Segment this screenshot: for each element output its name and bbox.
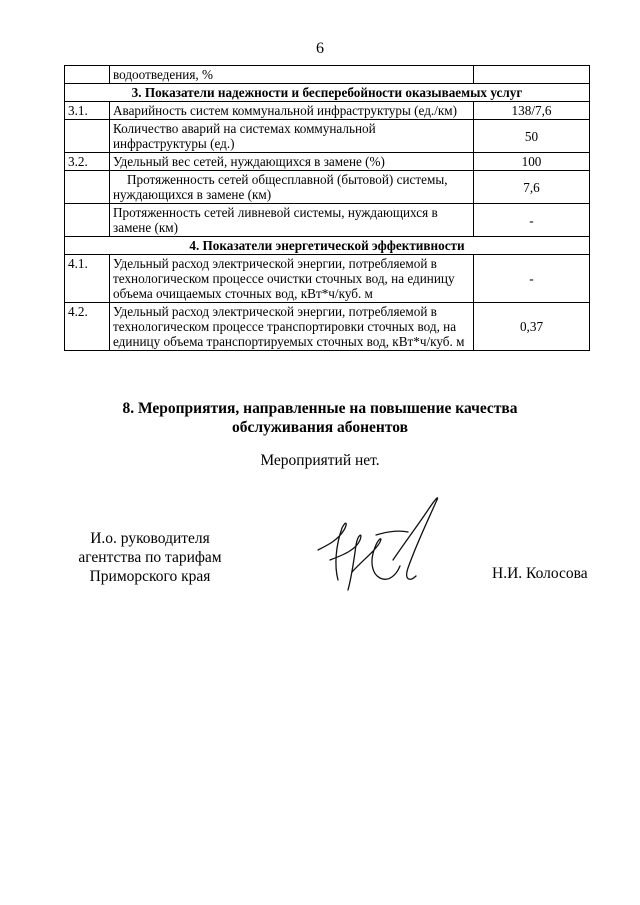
row-description: Количество аварий на системах коммунальной инфраструктуры (ед.) [110, 120, 474, 153]
table-row [65, 204, 590, 237]
row-description-text: Протяженность сетей общесплавной (бытовой) системы, нуждающихся в замене (км) [113, 172, 448, 202]
row-description: Удельный расход электрической энергии, потребляемой в технологическом процессе транспортировки сточных вод, на единицу объема транспортируемых сточных вод, кВт*ч/куб. м [110, 303, 474, 351]
table-row [65, 153, 590, 171]
row-number [65, 66, 110, 84]
row-value: 100 [474, 153, 590, 171]
row-description: Протяженность сетей ливневой системы, нуждающихся в замене (км) [110, 204, 474, 237]
table-row [65, 171, 590, 204]
handwritten-signature [308, 490, 448, 605]
section-4-title: 4. Показатели энергетической эффективности [65, 237, 590, 255]
row-value: 7,6 [474, 171, 590, 204]
row-value: - [474, 204, 590, 237]
row-value: 138/7,6 [474, 102, 590, 120]
row-value [474, 66, 590, 84]
table-row [65, 120, 590, 153]
signer-title-line2: агентства по тарифам [78, 549, 222, 566]
section-header-row [65, 84, 590, 102]
row-description: Удельный вес сетей, нуждающихся в замене (%) [110, 153, 474, 171]
section-8-heading-line1: 8. Мероприятия, направленные на повышение качества [122, 400, 518, 417]
row-description [110, 171, 474, 204]
section-header-row [65, 237, 590, 255]
row-number: 3.1. [65, 102, 110, 120]
row-value: 50 [474, 120, 590, 153]
signer-name: Н.И. Колосова [492, 565, 588, 582]
indicators-table [64, 65, 590, 351]
row-number: 3.2. [65, 153, 110, 171]
table-row [65, 66, 590, 84]
row-number [65, 120, 110, 153]
row-description: Удельный расход электрической энергии, потребляемой в технологическом процессе очистки сточных вод, на единицу объема очищаемых сточных вод, кВт*ч/куб. м [110, 255, 474, 303]
table-row [65, 102, 590, 120]
row-value: - [474, 255, 590, 303]
table-row [65, 303, 590, 351]
row-description: водоотведения, % [110, 66, 474, 84]
section-8-heading [0, 399, 640, 437]
row-number: 4.2. [65, 303, 110, 351]
signer-title-line1: И.о. руководителя [90, 530, 210, 547]
row-description: Аварийность систем коммунальной инфраструктуры (ед./км) [110, 102, 474, 120]
row-number [65, 204, 110, 237]
section-8-heading-line2: обслуживания абонентов [232, 419, 408, 436]
row-number: 4.1. [65, 255, 110, 303]
signer-title [60, 529, 240, 586]
row-value: 0,37 [474, 303, 590, 351]
table-row [65, 255, 590, 303]
page-number: 6 [316, 40, 324, 57]
section-3-title: 3. Показатели надежности и бесперебойности оказываемых услуг [65, 84, 590, 102]
signer-title-line3: Приморского края [89, 568, 211, 585]
row-number [65, 171, 110, 204]
section-8-body: Мероприятий нет. [260, 452, 380, 469]
